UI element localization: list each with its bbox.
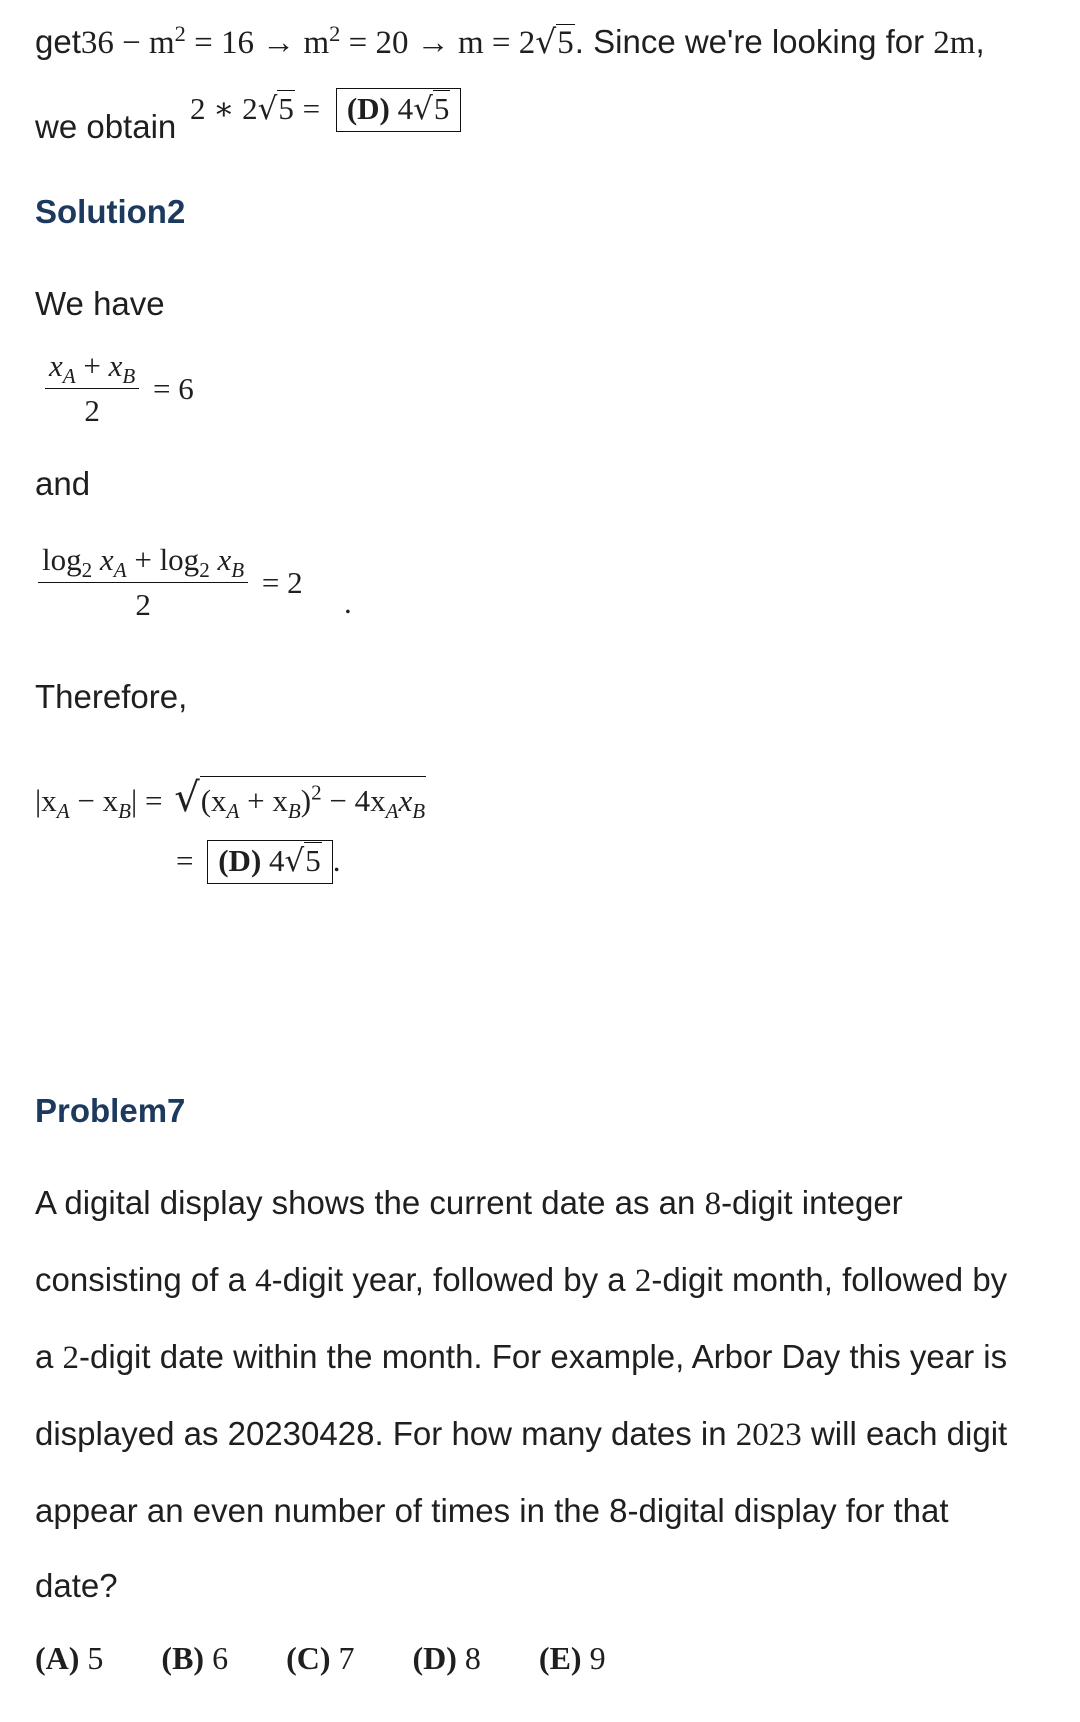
text-comma: , (975, 23, 985, 60)
text-since: . Since we're looking for (574, 23, 934, 60)
problem-line: A digital display shows the current date as an 8-digit integer (35, 1184, 903, 1222)
equation-result: = (D) 4√5 . (176, 840, 341, 884)
sqrt-symbol: √5 (284, 843, 321, 879)
solution-continuation-line (35, 22, 985, 62)
problem7-heading: Problem7 (35, 1092, 186, 1129)
text-get: get (35, 23, 81, 60)
problem-line: a 2-digit date within the month. For example, Arbor Day this year is (35, 1338, 1008, 1376)
answer-choices (35, 1640, 656, 1677)
problem7-text (35, 1165, 1055, 1623)
equation-distance: $|x_A - x_B| = √(x_A + x_B)^2 - 4x_Ax_B$ (35, 775, 426, 824)
sqrt-symbol: √5 (535, 22, 574, 61)
problem-line: displayed as 20230428. For how many dates in 2023 will each digit (35, 1415, 1008, 1453)
problem-line: consisting of a 4-digit year, followed by a 2-digit month, followed by (35, 1261, 1008, 1299)
choice-e: (E) 9 (538, 1640, 606, 1676)
fraction: $\frac{x_A + x_B}{2}$ (45, 348, 139, 429)
fraction: $\frac{\log_2 x_A + \log_2 x_B}{2}$ (38, 542, 248, 623)
choice-a: (A) 5 (35, 1640, 104, 1676)
math-2m: 2m (933, 25, 976, 61)
we-obtain-line (35, 108, 176, 146)
period-dot: . (344, 585, 352, 620)
sqrt-symbol: √5 (257, 91, 294, 127)
boxed-answer: (D) 4√5 (336, 88, 462, 132)
text-and: and (35, 465, 91, 502)
choice-c: (C) 7 (286, 1640, 355, 1676)
we-obtain-math: 2 ∗ 2√5 = (D) 4√5 (190, 88, 461, 132)
sqrt-symbol: √5 (413, 91, 450, 127)
math-expression-1: $36 - m^2 = 16 \to m^2 = 20 \to m = 2√5$ (80, 21, 574, 61)
equation-log: $\frac{\log_2 x_A + \log_2 x_B}{2}$ = 2 (38, 542, 303, 623)
solution2-heading: Solution2 (35, 193, 186, 230)
choice-d: (D) 8 (412, 1640, 481, 1676)
text-therefore: Therefore, (35, 678, 188, 715)
boxed-answer: (D) 4√5 (207, 840, 333, 884)
equation-midpoint: $\frac{x_A + x_B}{2}$ = 6 (45, 348, 194, 429)
text-we-have: We have (35, 285, 165, 322)
problem-line: appear an even number of times in the 8-digital display for that (35, 1492, 949, 1529)
problem-line: date? (35, 1567, 118, 1604)
choice-b: (B) 6 (161, 1640, 229, 1676)
sqrt-symbol: $√(x_A + x_B)^2 - 4x_Ax_B$ (174, 775, 426, 824)
text-we-obtain: we obtain (35, 108, 177, 145)
